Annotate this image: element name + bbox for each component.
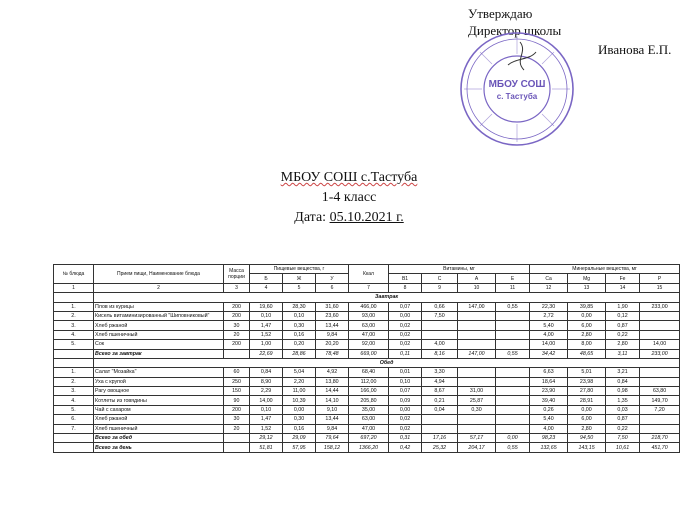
value-cell: 14,10	[316, 396, 349, 405]
value-cell: 7,20	[640, 405, 680, 414]
value-cell: 22,30	[530, 302, 568, 311]
value-cell: 4,94	[422, 377, 458, 386]
table-row	[54, 302, 680, 311]
value-cell: 1,47	[250, 415, 283, 424]
value-cell: 47,00	[349, 330, 389, 339]
dish-name: Рагу овощное	[94, 387, 224, 396]
table-row	[54, 340, 680, 349]
column-index: 13	[568, 283, 606, 292]
value-cell	[496, 396, 530, 405]
value-cell: 13,80	[316, 377, 349, 386]
value-cell	[224, 443, 250, 452]
value-cell: 1,00	[250, 340, 283, 349]
value-cell: 18,64	[530, 377, 568, 386]
table-row	[54, 396, 680, 405]
value-cell: 0,10	[283, 311, 316, 320]
dish-number: 2.	[54, 377, 94, 386]
dish-name: Кисель витаминизированный "Шиповниковый"	[94, 311, 224, 320]
value-cell	[458, 330, 496, 339]
col-sub: Mg	[568, 274, 606, 283]
value-cell: 0,00	[496, 434, 530, 443]
dish-number: 3.	[54, 387, 94, 396]
value-cell: 112,00	[349, 377, 389, 386]
column-index: 5	[283, 283, 316, 292]
value-cell: 22,69	[250, 349, 283, 358]
value-cell: 4,00	[530, 330, 568, 339]
dish-name: Чай с сахаром	[94, 405, 224, 414]
grade-label: 1-4 класс	[321, 190, 377, 205]
value-cell: 149,70	[640, 396, 680, 405]
value-cell: 200	[224, 311, 250, 320]
value-cell: 0,42	[389, 443, 422, 452]
value-cell: 200	[224, 302, 250, 311]
value-cell: 218,70	[640, 434, 680, 443]
document-header	[0, 168, 698, 228]
column-index: 6	[316, 283, 349, 292]
value-cell: 0,02	[389, 321, 422, 330]
col-sub: У	[316, 274, 349, 283]
value-cell: 29,09	[283, 434, 316, 443]
table-row	[54, 424, 680, 433]
value-cell	[458, 377, 496, 386]
value-cell	[458, 368, 496, 377]
cell	[54, 358, 94, 367]
value-cell: 4,00	[422, 340, 458, 349]
value-cell: 3,30	[422, 368, 458, 377]
col-minerals: Минеральные вещества, мг	[530, 265, 680, 274]
dish-number	[54, 443, 94, 452]
value-cell: 20	[224, 424, 250, 433]
value-cell: 31,60	[316, 302, 349, 311]
value-cell: 3,11	[606, 349, 640, 358]
value-cell: 23,60	[316, 311, 349, 320]
table-row	[54, 311, 680, 320]
value-cell: 1,35	[606, 396, 640, 405]
value-cell: 23,98	[568, 377, 606, 386]
value-cell: 31,00	[458, 387, 496, 396]
value-cell: 14,00	[640, 340, 680, 349]
value-cell: 3,21	[606, 368, 640, 377]
dish-number	[54, 349, 94, 358]
value-cell: 6,00	[568, 321, 606, 330]
dish-name: Хлеб ржаной	[94, 415, 224, 424]
value-cell: 0,00	[389, 405, 422, 414]
value-cell	[496, 330, 530, 339]
dish-number	[54, 434, 94, 443]
dish-name: Всего за обед	[94, 434, 224, 443]
value-cell: 0,22	[606, 424, 640, 433]
value-cell: 23,90	[530, 387, 568, 396]
value-cell: 60	[224, 368, 250, 377]
dish-name: Всего за завтрак	[94, 349, 224, 358]
value-cell	[496, 405, 530, 414]
value-cell: 0,66	[422, 302, 458, 311]
value-cell: 0,07	[389, 302, 422, 311]
value-cell: 48,65	[568, 349, 606, 358]
value-cell: 9,84	[316, 424, 349, 433]
value-cell: 34,42	[530, 349, 568, 358]
value-cell: 204,17	[458, 443, 496, 452]
value-cell: 63,00	[349, 321, 389, 330]
value-cell: 0,55	[496, 349, 530, 358]
column-index: 1	[54, 283, 94, 292]
date-value: 05.10.2021 г.	[329, 210, 404, 225]
value-cell: 14,44	[316, 387, 349, 396]
table-row	[54, 415, 680, 424]
value-cell	[422, 424, 458, 433]
value-cell: 5,40	[530, 415, 568, 424]
dish-number: 4.	[54, 330, 94, 339]
value-cell: 0,22	[606, 330, 640, 339]
col-kcal: Ккал	[349, 265, 389, 284]
col-name: Прием пищи, Наименование блюда	[94, 265, 224, 284]
value-cell: 0,30	[458, 405, 496, 414]
dish-number: 5.	[54, 340, 94, 349]
value-cell: 1,90	[606, 302, 640, 311]
value-cell: 25,32	[422, 443, 458, 452]
col-vitamins: Витамины, мг	[389, 265, 530, 274]
value-cell: 150	[224, 387, 250, 396]
value-cell: 6,63	[530, 368, 568, 377]
approval-position: Директор школы	[468, 23, 562, 38]
value-cell: 19,60	[250, 302, 283, 311]
col-sub: Б	[250, 274, 283, 283]
value-cell: 0,30	[283, 321, 316, 330]
value-cell: 0,00	[568, 311, 606, 320]
value-cell	[422, 415, 458, 424]
value-cell	[496, 340, 530, 349]
table-row	[54, 387, 680, 396]
value-cell: 11,00	[283, 387, 316, 396]
col-sub: В1	[389, 274, 422, 283]
value-cell	[496, 321, 530, 330]
school-name: МБОУ СОШ с.Тастуба	[280, 170, 418, 185]
dish-number: 1.	[54, 368, 94, 377]
value-cell	[458, 311, 496, 320]
cell	[54, 293, 94, 302]
value-cell: 28,30	[283, 302, 316, 311]
value-cell: 28,91	[568, 396, 606, 405]
value-cell: 63,80	[640, 387, 680, 396]
stamp-text-1: МБОУ СОШ	[488, 79, 546, 90]
value-cell	[224, 434, 250, 443]
value-cell: 0,26	[530, 405, 568, 414]
value-cell	[640, 415, 680, 424]
value-cell: 1,52	[250, 330, 283, 339]
dish-name: Уха с крупой	[94, 377, 224, 386]
value-cell	[496, 387, 530, 396]
value-cell: 93,00	[349, 311, 389, 320]
value-cell: 9,10	[316, 405, 349, 414]
value-cell	[458, 415, 496, 424]
value-cell: 0,00	[389, 311, 422, 320]
value-cell: 6,00	[568, 415, 606, 424]
value-cell: 466,00	[349, 302, 389, 311]
value-cell: 2,80	[606, 340, 640, 349]
value-cell: 30	[224, 321, 250, 330]
value-cell: 451,70	[640, 443, 680, 452]
value-cell	[640, 321, 680, 330]
value-cell: 0,02	[389, 330, 422, 339]
col-sub: Fe	[606, 274, 640, 283]
value-cell	[640, 311, 680, 320]
value-cell: 1366,20	[349, 443, 389, 452]
value-cell: 0,10	[250, 405, 283, 414]
value-cell: 0,12	[606, 311, 640, 320]
section-title: Завтрак	[94, 293, 680, 302]
value-cell: 5,01	[568, 368, 606, 377]
value-cell: 147,00	[458, 302, 496, 311]
value-cell: 158,12	[316, 443, 349, 452]
value-cell: 20	[224, 330, 250, 339]
value-cell: 94,50	[568, 434, 606, 443]
value-cell: 35,00	[349, 405, 389, 414]
table-row	[54, 330, 680, 339]
stamp-text-2: с. Тастуба	[496, 92, 538, 101]
value-cell: 669,00	[349, 349, 389, 358]
value-cell: 233,00	[640, 349, 680, 358]
column-index: 4	[250, 283, 283, 292]
value-cell: 2,29	[250, 387, 283, 396]
value-cell: 0,10	[389, 377, 422, 386]
section-row	[54, 358, 680, 367]
total-row	[54, 434, 680, 443]
value-cell: 2,72	[530, 311, 568, 320]
value-cell: 68,40	[349, 368, 389, 377]
value-cell: 63,00	[349, 415, 389, 424]
dish-name: Хлеб пшеничный	[94, 424, 224, 433]
approval-title: Утверждаю	[468, 6, 533, 21]
value-cell: 0,07	[389, 387, 422, 396]
value-cell: 200	[224, 405, 250, 414]
col-sub: А	[458, 274, 496, 283]
value-cell: 14,00	[250, 396, 283, 405]
value-cell	[496, 424, 530, 433]
value-cell: 47,00	[349, 424, 389, 433]
value-cell	[224, 349, 250, 358]
value-cell: 27,80	[568, 387, 606, 396]
value-cell: 0,01	[389, 368, 422, 377]
value-cell: 0,02	[389, 340, 422, 349]
column-index: 9	[422, 283, 458, 292]
value-cell: 0,03	[606, 405, 640, 414]
value-cell: 697,20	[349, 434, 389, 443]
value-cell: 0,55	[496, 443, 530, 452]
value-cell: 29,12	[250, 434, 283, 443]
value-cell: 90	[224, 396, 250, 405]
value-cell: 13,44	[316, 321, 349, 330]
menu-table	[53, 264, 680, 453]
value-cell: 132,65	[530, 443, 568, 452]
value-cell: 14,00	[530, 340, 568, 349]
dish-name: Сок	[94, 340, 224, 349]
value-cell: 205,80	[349, 396, 389, 405]
value-cell: 143,15	[568, 443, 606, 452]
value-cell: 5,40	[530, 321, 568, 330]
value-cell: 78,48	[316, 349, 349, 358]
value-cell: 1,47	[250, 321, 283, 330]
value-cell: 2,80	[568, 330, 606, 339]
dish-name: Хлеб ржаной	[94, 321, 224, 330]
dish-number: 2.	[54, 311, 94, 320]
col-sub: P	[640, 274, 680, 283]
value-cell: 0,87	[606, 415, 640, 424]
section-row	[54, 293, 680, 302]
value-cell: 57,95	[283, 443, 316, 452]
value-cell: 8,67	[422, 387, 458, 396]
value-cell	[496, 311, 530, 320]
value-cell: 10,39	[283, 396, 316, 405]
value-cell	[496, 368, 530, 377]
dish-number: 6.	[54, 415, 94, 424]
dish-name: Салат "Мозайка"	[94, 368, 224, 377]
value-cell: 4,92	[316, 368, 349, 377]
value-cell: 79,64	[316, 434, 349, 443]
dish-number: 5.	[54, 405, 94, 414]
value-cell: 4,00	[530, 424, 568, 433]
table-row	[54, 377, 680, 386]
value-cell: 25,87	[458, 396, 496, 405]
value-cell: 0,02	[389, 415, 422, 424]
value-cell: 0,09	[389, 396, 422, 405]
dish-name: Всего за день	[94, 443, 224, 452]
column-index: 7	[349, 283, 389, 292]
value-cell: 98,23	[530, 434, 568, 443]
column-index: 12	[530, 283, 568, 292]
value-cell: 0,31	[389, 434, 422, 443]
school-stamp	[458, 30, 576, 148]
column-index-row	[54, 283, 680, 292]
value-cell	[496, 415, 530, 424]
value-cell: 8,00	[568, 340, 606, 349]
approval-signer: Иванова Е.П.	[598, 42, 672, 57]
dish-name: Котлеты из говядины	[94, 396, 224, 405]
value-cell: 39,40	[530, 396, 568, 405]
col-mass: Масса порции	[224, 265, 250, 284]
value-cell: 20,20	[316, 340, 349, 349]
value-cell	[640, 377, 680, 386]
dish-number: 7.	[54, 424, 94, 433]
value-cell: 7,50	[606, 434, 640, 443]
table-row	[54, 368, 680, 377]
value-cell: 0,84	[606, 377, 640, 386]
value-cell: 2,20	[283, 377, 316, 386]
value-cell: 0,04	[422, 405, 458, 414]
column-index: 8	[389, 283, 422, 292]
value-cell	[422, 330, 458, 339]
value-cell: 0,84	[250, 368, 283, 377]
col-sub: Е	[496, 274, 530, 283]
dish-number: 3.	[54, 321, 94, 330]
dish-name: Хлеб пшеничный	[94, 330, 224, 339]
column-index: 2	[94, 283, 224, 292]
value-cell: 7,50	[422, 311, 458, 320]
value-cell: 233,00	[640, 302, 680, 311]
value-cell	[458, 321, 496, 330]
value-cell	[640, 368, 680, 377]
value-cell: 0,21	[422, 396, 458, 405]
col-nutrients: Пищевые вещества, г	[250, 265, 349, 274]
column-index: 3	[224, 283, 250, 292]
dish-number: 1.	[54, 302, 94, 311]
value-cell: 0,30	[283, 415, 316, 424]
value-cell: 0,11	[389, 349, 422, 358]
value-cell: 0,10	[250, 311, 283, 320]
value-cell: 57,17	[458, 434, 496, 443]
column-index: 14	[606, 283, 640, 292]
value-cell	[640, 330, 680, 339]
value-cell: 92,00	[349, 340, 389, 349]
value-cell: 17,16	[422, 434, 458, 443]
value-cell: 8,16	[422, 349, 458, 358]
value-cell: 39,85	[568, 302, 606, 311]
value-cell: 13,44	[316, 415, 349, 424]
column-index: 15	[640, 283, 680, 292]
value-cell: 0,02	[389, 424, 422, 433]
column-index: 10	[458, 283, 496, 292]
value-cell: 0,00	[283, 405, 316, 414]
value-cell: 5,04	[283, 368, 316, 377]
value-cell: 8,90	[250, 377, 283, 386]
value-cell: 51,81	[250, 443, 283, 452]
value-cell: 0,20	[283, 340, 316, 349]
dish-number: 4.	[54, 396, 94, 405]
dish-name: Плов из курицы	[94, 302, 224, 311]
value-cell	[458, 424, 496, 433]
value-cell: 0,98	[606, 387, 640, 396]
date-label: Дата:	[294, 210, 327, 225]
column-index: 11	[496, 283, 530, 292]
col-sub: Ж	[283, 274, 316, 283]
value-cell: 1,52	[250, 424, 283, 433]
value-cell: 9,84	[316, 330, 349, 339]
value-cell	[640, 424, 680, 433]
value-cell: 0,87	[606, 321, 640, 330]
value-cell: 0,16	[283, 424, 316, 433]
value-cell: 166,00	[349, 387, 389, 396]
col-num: № блюда	[54, 265, 94, 284]
total-row	[54, 443, 680, 452]
value-cell	[458, 340, 496, 349]
value-cell: 0,55	[496, 302, 530, 311]
value-cell: 200	[224, 340, 250, 349]
total-row	[54, 349, 680, 358]
table-row	[54, 321, 680, 330]
table-row	[54, 405, 680, 414]
value-cell: 250	[224, 377, 250, 386]
section-title: Обед	[94, 358, 680, 367]
value-cell: 147,00	[458, 349, 496, 358]
value-cell	[422, 321, 458, 330]
value-cell: 0,16	[283, 330, 316, 339]
value-cell: 30	[224, 415, 250, 424]
value-cell	[496, 377, 530, 386]
col-sub: С	[422, 274, 458, 283]
value-cell: 0,00	[568, 405, 606, 414]
value-cell: 28,86	[283, 349, 316, 358]
value-cell: 10,61	[606, 443, 640, 452]
col-sub: Са	[530, 274, 568, 283]
value-cell: 2,80	[568, 424, 606, 433]
